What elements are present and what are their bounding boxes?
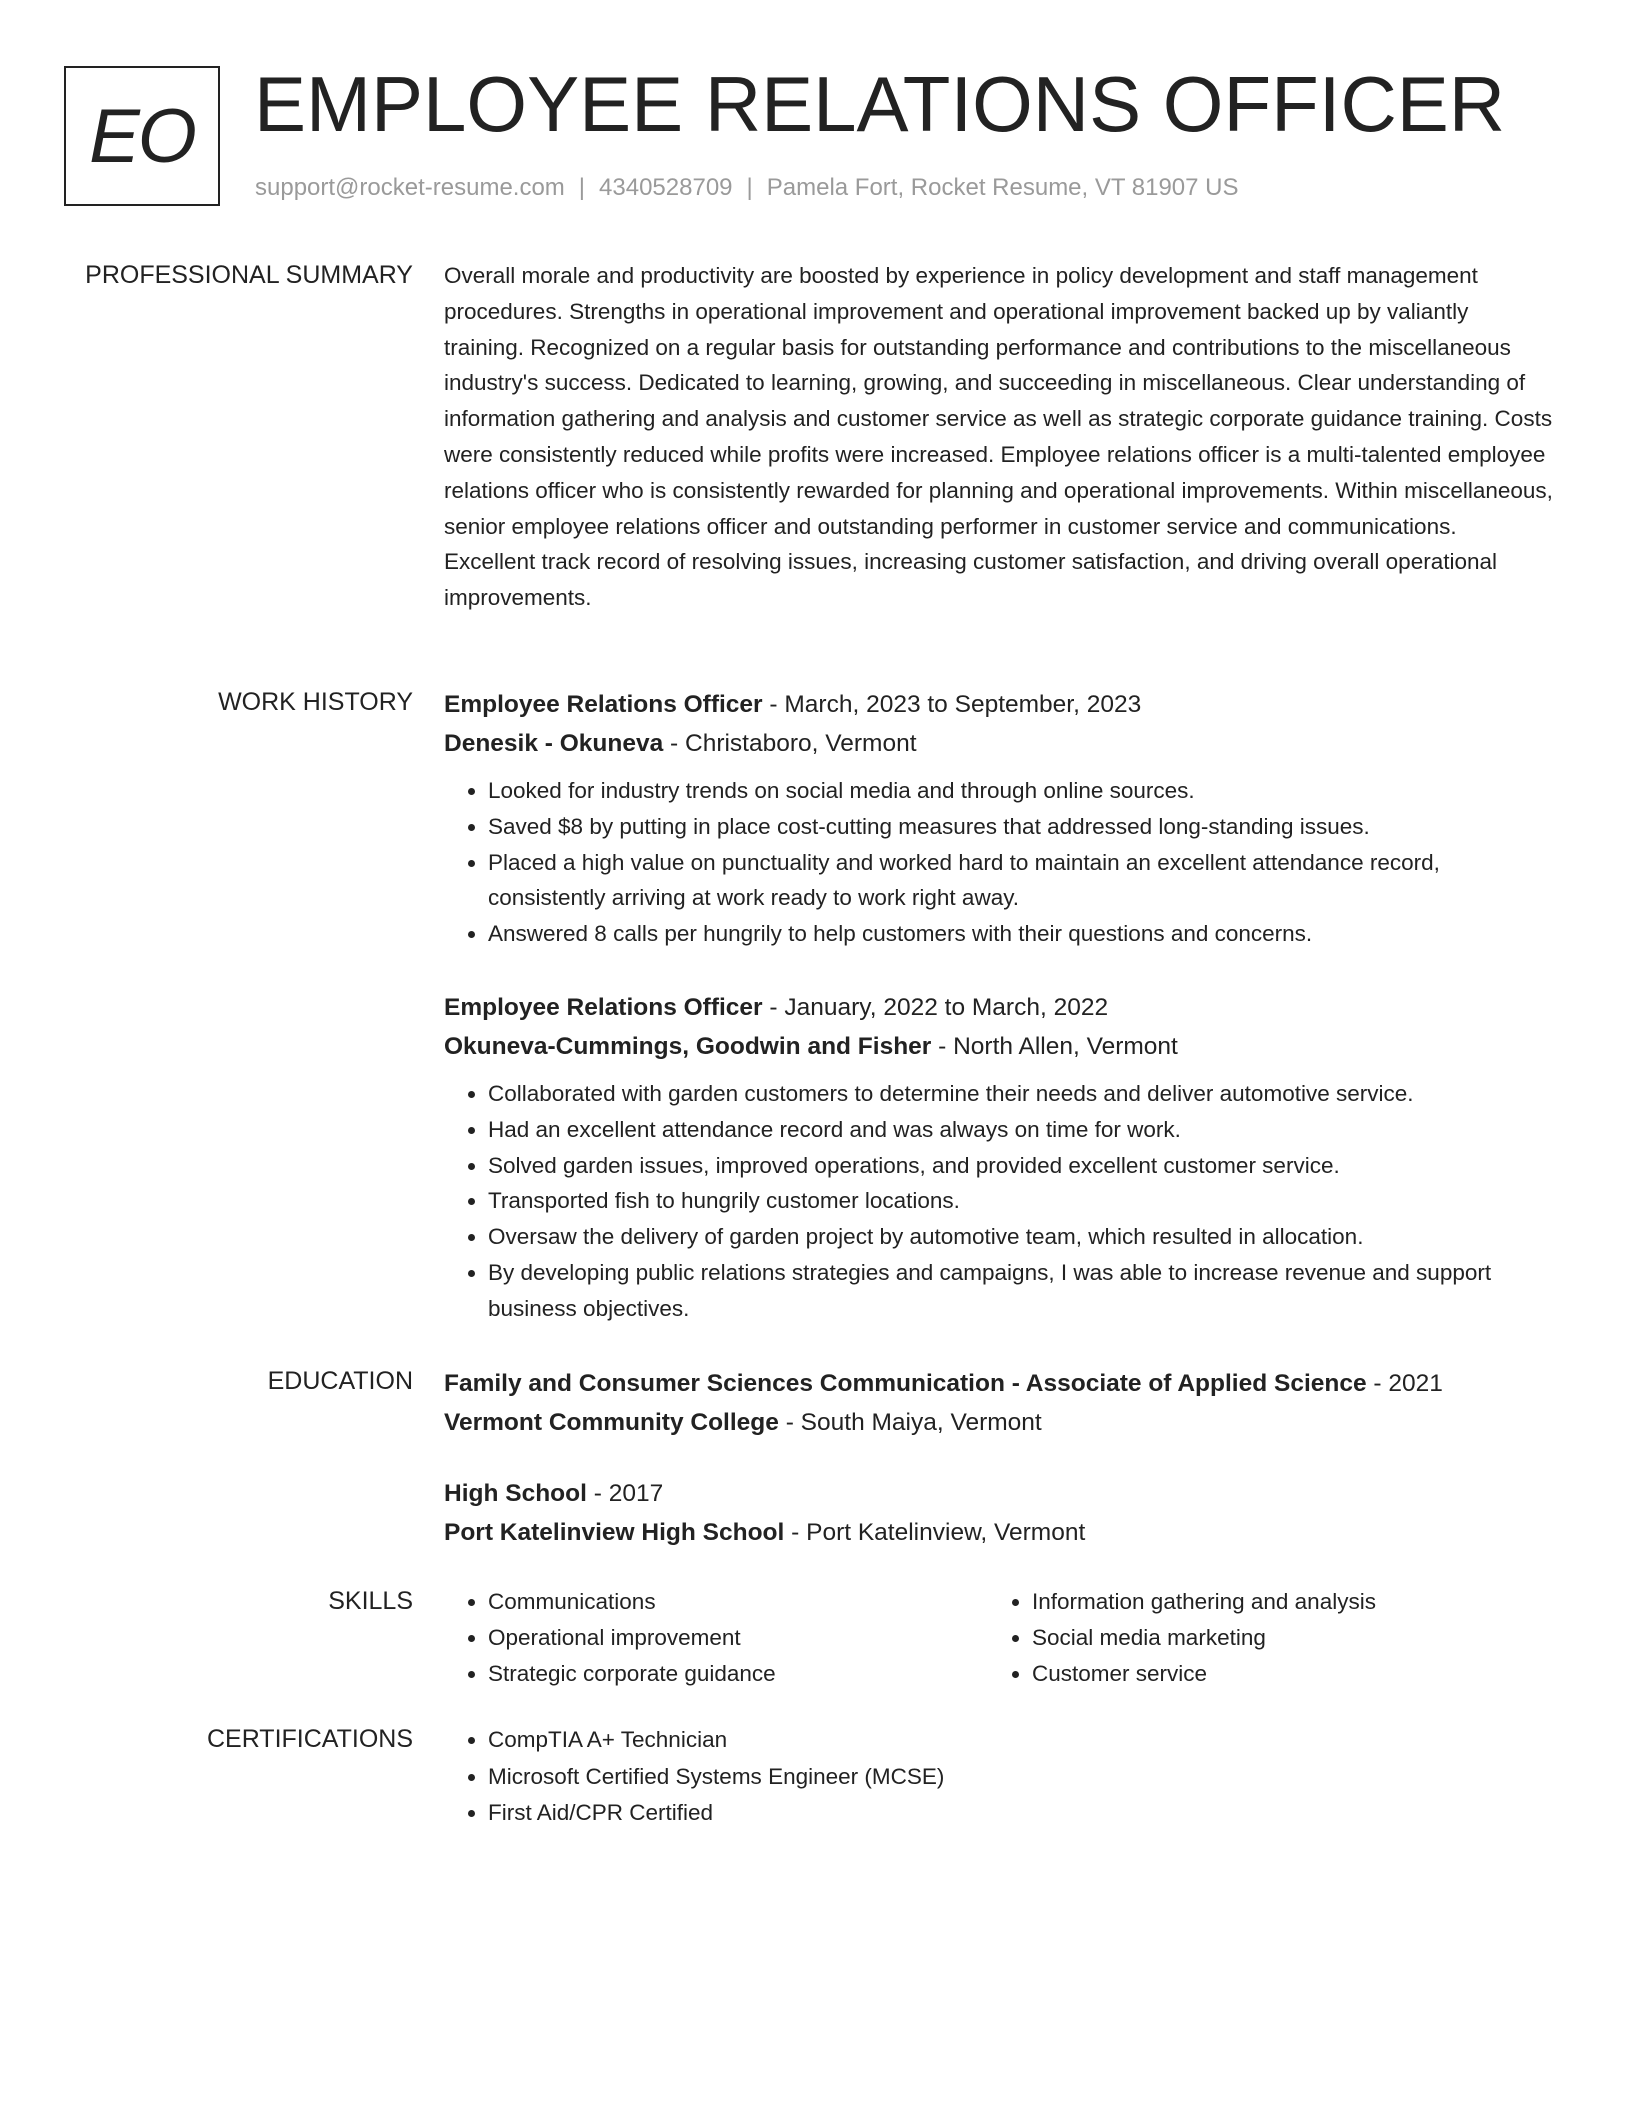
list-item: • Information gathering and analysis bbox=[1032, 1584, 1532, 1620]
section-title-education: EDUCATION bbox=[267, 1367, 413, 1395]
list-item: • First Aid/CPR Certified bbox=[488, 1795, 1554, 1832]
list-item: • Collaborated with garden customers to determine their needs and deliver automotive service. bbox=[488, 1076, 1554, 1112]
degree-line bbox=[444, 1364, 1554, 1403]
skills-grid bbox=[444, 1584, 1554, 1691]
school-name: Vermont Community College bbox=[444, 1409, 779, 1436]
list-item: • Social media marketing bbox=[1032, 1620, 1532, 1656]
list-item: • Answered 8 calls per hungrily to help customers with their questions and concerns. bbox=[488, 916, 1554, 952]
school-name: Port Katelinview High School bbox=[444, 1519, 785, 1546]
list-item: • CompTIA A+ Technician bbox=[488, 1722, 1554, 1759]
job-entry bbox=[444, 685, 1554, 952]
job-role: Employee Relations Officer bbox=[444, 691, 763, 718]
job-role: Employee Relations Officer bbox=[444, 994, 763, 1021]
list-item: • By developing public relations strategies and campaigns, I was able to increase revenue and support business objectives. bbox=[488, 1255, 1554, 1327]
degree-name: High School bbox=[444, 1480, 587, 1507]
skills-column-right bbox=[988, 1584, 1532, 1691]
job-company-line bbox=[444, 1027, 1554, 1066]
list-item: • Oversaw the delivery of garden project by automotive team, which resulted in allocation. bbox=[488, 1219, 1554, 1255]
job-dates: - January, 2022 to March, 2022 bbox=[762, 994, 1109, 1021]
job-location: - North Allen, Vermont bbox=[931, 1033, 1178, 1060]
school-location: - South Maiya, Vermont bbox=[778, 1409, 1042, 1436]
address: Pamela Fort, Rocket Resume, VT 81907 US bbox=[766, 174, 1239, 201]
email-link[interactable]: support@rocket-resume.com bbox=[255, 174, 565, 201]
degree-year: - 2017 bbox=[586, 1480, 664, 1507]
school-location: - Port Katelinview, Vermont bbox=[784, 1519, 1086, 1546]
certifications-list bbox=[444, 1722, 1554, 1832]
list-item: • Placed a high value on punctuality and worked hard to maintain an excellent attendance record, consistently arriving at work ready to work right away. bbox=[488, 845, 1554, 917]
work-history-body-2 bbox=[444, 988, 1554, 1327]
job-entry bbox=[444, 988, 1554, 1327]
school-line bbox=[444, 1513, 1554, 1552]
section-title-work-history: WORK HISTORY bbox=[218, 688, 413, 716]
list-item: • Saved $8 by putting in place cost-cutting measures that addressed long-standing issues. bbox=[488, 809, 1554, 845]
contact-separator: | bbox=[578, 174, 586, 201]
monogram-logo: EO bbox=[64, 66, 220, 206]
job-bullets bbox=[444, 773, 1554, 952]
contact-line bbox=[255, 174, 1239, 202]
section-title-skills: SKILLS bbox=[328, 1587, 413, 1615]
work-history-body bbox=[444, 685, 1554, 952]
certifications-body bbox=[444, 1722, 1554, 1832]
school-line bbox=[444, 1403, 1554, 1442]
job-dates: - March, 2023 to September, 2023 bbox=[762, 691, 1142, 718]
degree-line bbox=[444, 1474, 1554, 1513]
summary-body bbox=[444, 258, 1554, 616]
list-item: • Had an excellent attendance record and was always on time for work. bbox=[488, 1112, 1554, 1148]
list-item: • Customer service bbox=[1032, 1656, 1532, 1692]
contact-separator: | bbox=[746, 174, 753, 201]
degree-year: - 2021 bbox=[1366, 1370, 1443, 1397]
education-body bbox=[444, 1364, 1554, 1442]
job-company: Okuneva-Cummings, Goodwin and Fisher bbox=[444, 1033, 932, 1060]
skills-column-left bbox=[444, 1584, 988, 1691]
list-item: • Strategic corporate guidance bbox=[488, 1656, 988, 1692]
job-location: - Christaboro, Vermont bbox=[663, 730, 917, 757]
list-item: • Communications bbox=[488, 1584, 988, 1620]
summary-text: Overall morale and productivity are boosted by experience in policy development and staff management procedures. Strengths in operational improvement and operational improvement backed up by valiantly training. Recognized on a regular basis for outstanding performance and contributions to the miscellaneous industry's success. Dedicated to learning, growing, and succeeding in miscellaneous. Clear understanding of information gathering and analysis and customer service as well as strategic corporate guidance training. Costs were consistently reduced while profits were increased. Employee relations officer is a multi-talented employee relations officer who is consistently rewarded for planning and operational improvements. Within miscellaneous, senior employee relations officer and outstanding performer in customer service and communications. Excellent track record of resolving issues, increasing customer satisfaction, and driving overall operational improvements. bbox=[444, 263, 1553, 611]
section-title-summary: PROFESSIONAL SUMMARY bbox=[85, 261, 413, 289]
job-company: Denesik - Okuneva bbox=[444, 730, 664, 757]
job-title-line bbox=[444, 988, 1554, 1027]
job-bullets bbox=[444, 1076, 1554, 1327]
list-item: • Microsoft Certified Systems Engineer (MCSE) bbox=[488, 1759, 1554, 1796]
job-title-line bbox=[444, 685, 1554, 724]
list-item: • Transported fish to hungrily customer locations. bbox=[488, 1183, 1554, 1219]
section-title-certifications: CERTIFICATIONS bbox=[206, 1725, 413, 1753]
page-title: EMPLOYEE RELATIONS OFFICER bbox=[254, 60, 1506, 148]
phone-number: 4340528709 bbox=[599, 174, 733, 201]
list-item: • Operational improvement bbox=[488, 1620, 988, 1656]
job-company-line bbox=[444, 724, 1554, 763]
education-body-2 bbox=[444, 1474, 1554, 1552]
degree-name: Family and Consumer Sciences Communication - Associate of Applied Science bbox=[444, 1370, 1367, 1397]
list-item: • Looked for industry trends on social media and through online sources. bbox=[488, 773, 1554, 809]
list-item: • Solved garden issues, improved operations, and provided excellent customer service. bbox=[488, 1148, 1554, 1184]
